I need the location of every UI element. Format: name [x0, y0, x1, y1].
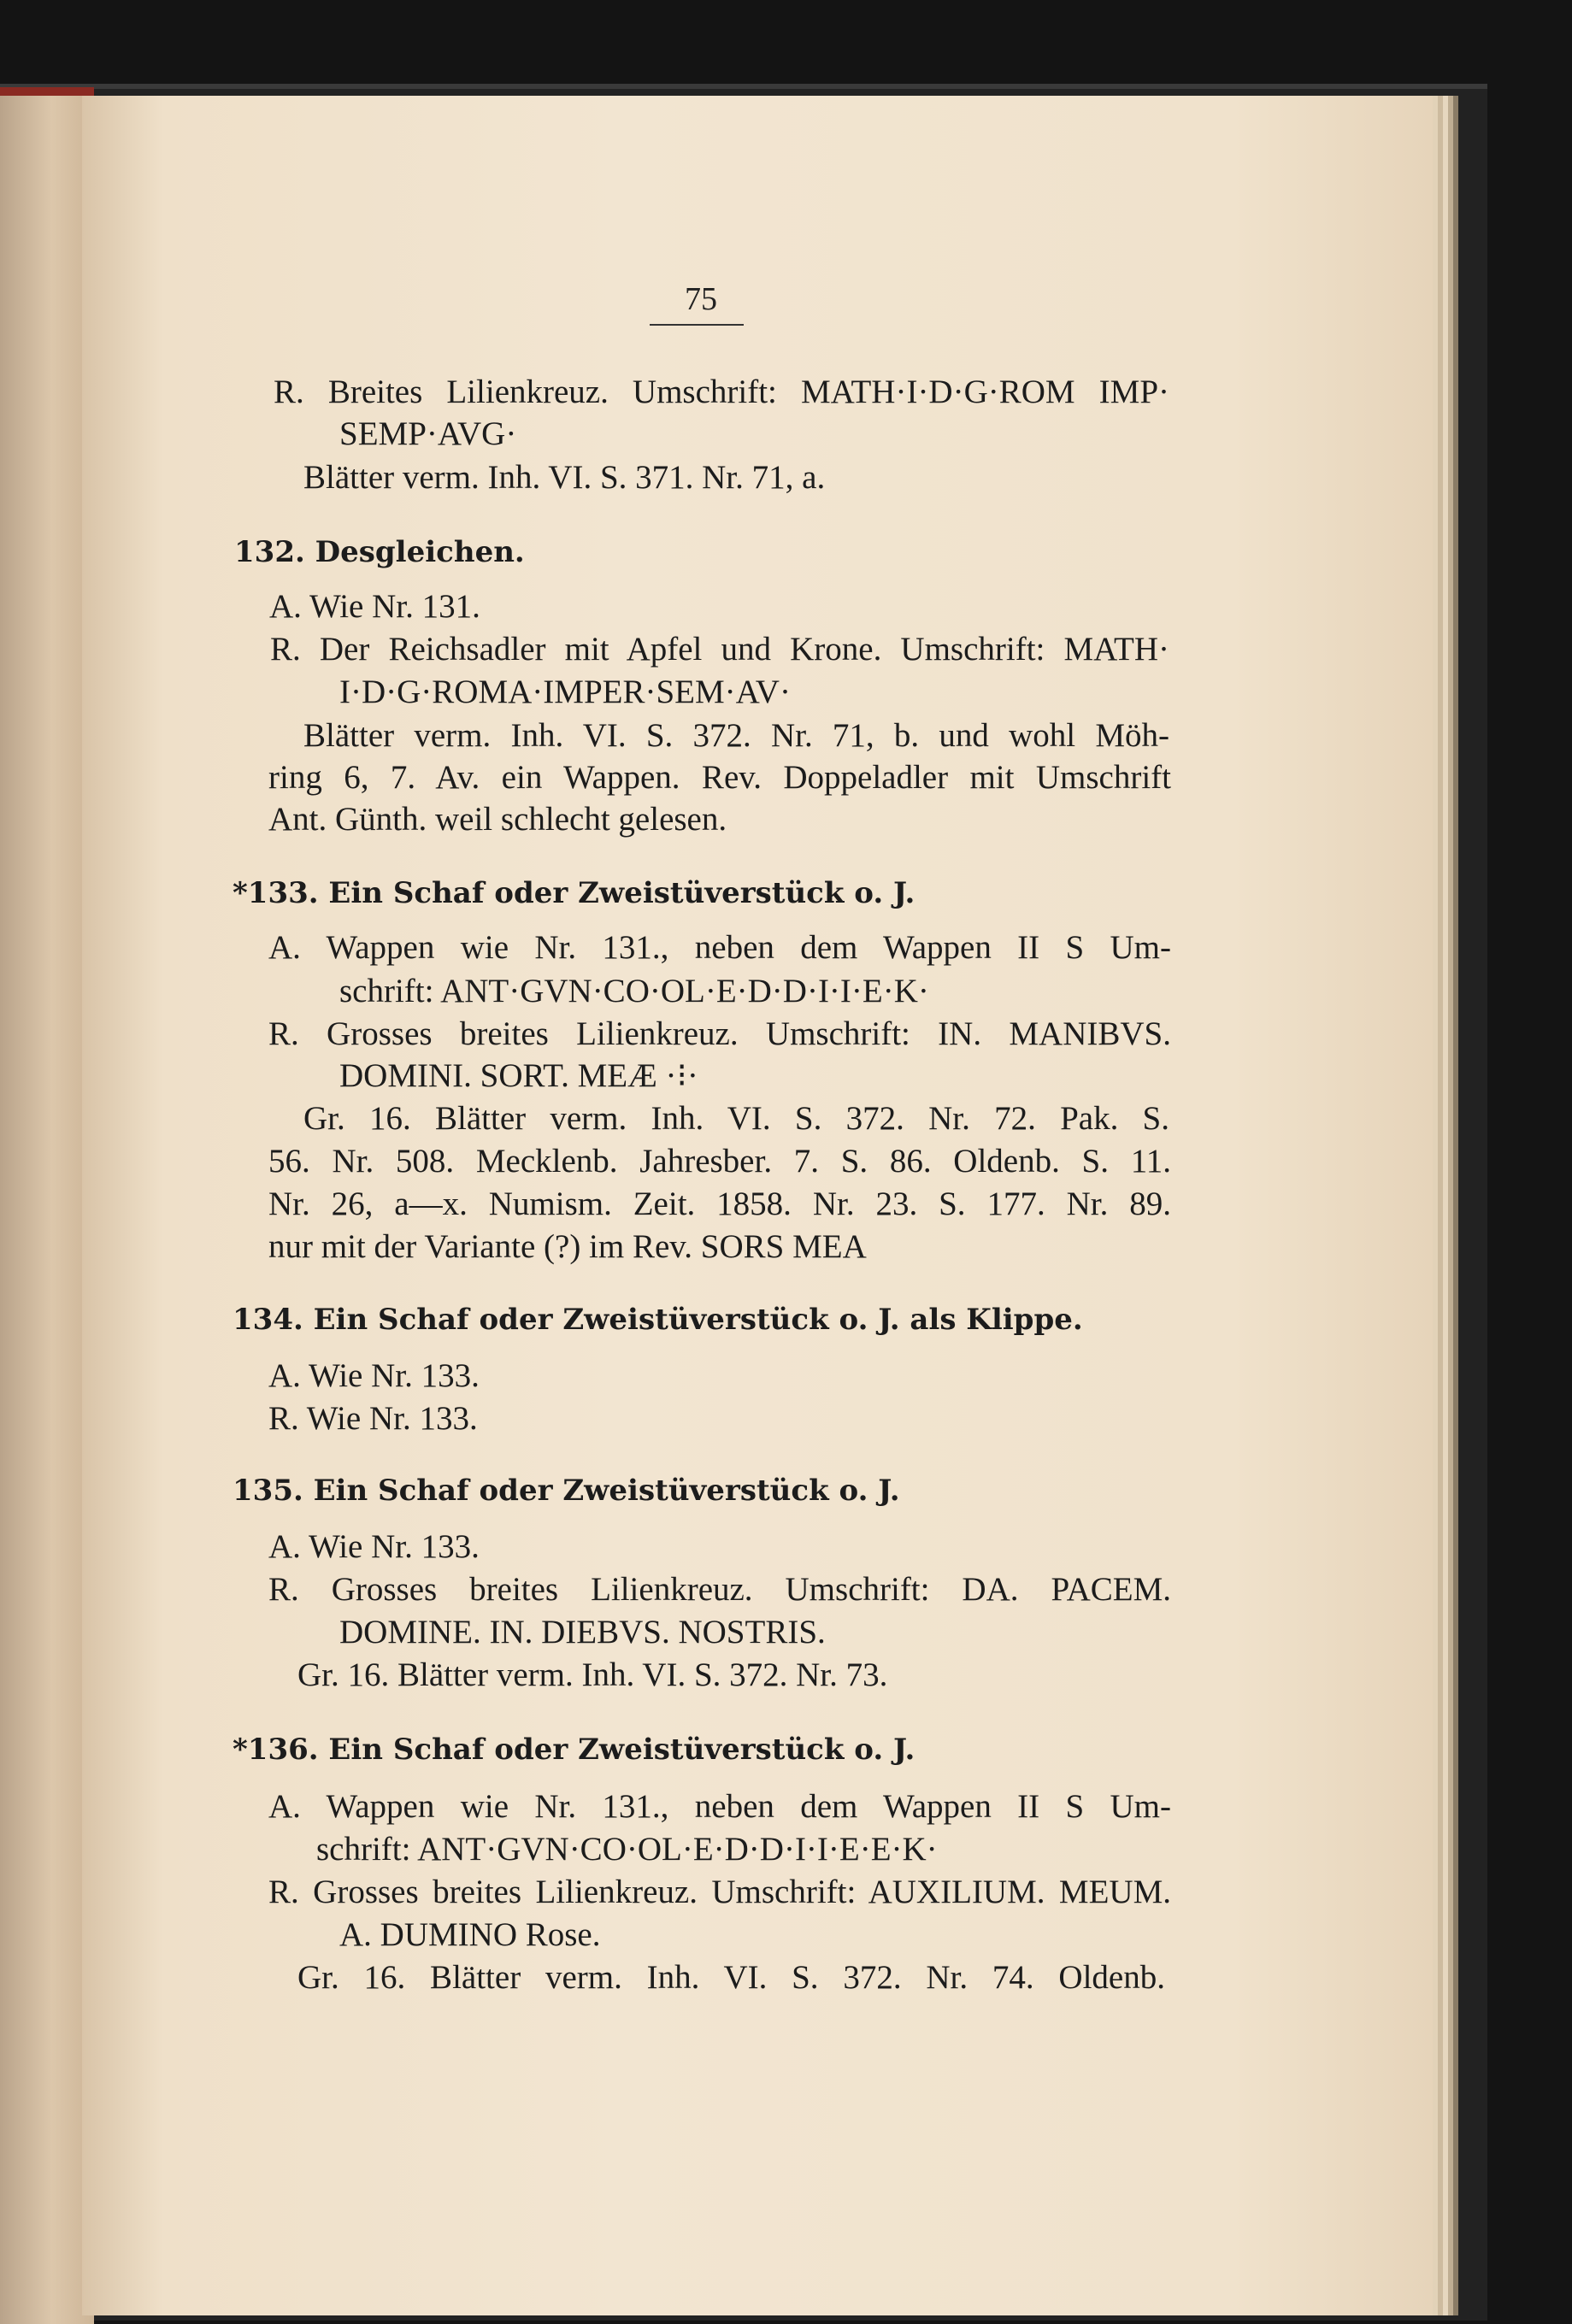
- text-line: 56. Nr. 508. Mecklenb. Jahresber. 7. S. 86. Oldenb. S. 11.: [268, 1143, 1171, 1180]
- text-line: DOMINE. IN. DIEBVS. NOSTRIS.: [339, 1614, 826, 1650]
- entry-heading: *136. Ein Schaf oder Zweistüverstück o. J.: [233, 1733, 916, 1767]
- text-line: R. Grosses breites Lilienkreuz. Umschrift: AUXILIUM. MEUM.: [268, 1874, 1171, 1910]
- text-line: R. Breites Lilienkreuz. Umschrift: MATH·I·D·G·ROM IMP·: [274, 374, 1169, 410]
- text-line: Nr. 26, a—x. Numism. Zeit. 1858. Nr. 23. S. 177. Nr. 89.: [268, 1186, 1171, 1222]
- text-line: I·D·G·ROMA·IMPER·SEM·AV·: [339, 674, 791, 710]
- text-line: nur mit der Variante (?) im Rev. SORS MEA: [268, 1228, 867, 1265]
- text-line: SEMP·AVG·: [339, 415, 517, 452]
- text-line: schrift: ANT·GVN·CO·OL·E·D·D·I·I·E·E·K·: [316, 1831, 938, 1868]
- text-line: Blätter verm. Inh. VI. S. 372. Nr. 71, b. und wohl Möh-: [303, 717, 1169, 754]
- text-line: R. Der Reichsadler mit Apfel und Krone. Umschrift: MATH·: [270, 631, 1169, 668]
- text-line: Gr. 16. Blätter verm. Inh. VI. S. 372. Nr. 74. Oldenb.: [297, 1959, 1165, 1996]
- text-line: R. Wie Nr. 133.: [268, 1400, 478, 1437]
- text-line: A. Wie Nr. 133.: [268, 1528, 480, 1565]
- text-line: ring 6, 7. Av. ein Wappen. Rev. Doppeladler mit Umschrift: [268, 759, 1171, 796]
- text-line: DOMINI. SORT. MEÆ ·⁝·: [339, 1057, 698, 1094]
- text-line: A. Wie Nr. 131.: [269, 588, 480, 625]
- page-number: 75: [685, 281, 717, 317]
- text-line: Blätter verm. Inh. VI. S. 371. Nr. 71, a.: [303, 459, 826, 496]
- entry-heading: *133. Ein Schaf oder Zweistüverstück o. J.: [233, 876, 916, 910]
- entry-heading: 132. Desgleichen.: [234, 535, 525, 569]
- text-line: A. Wie Nr. 133.: [268, 1357, 480, 1394]
- text-line: R. Grosses breites Lilienkreuz. Umschrift: DA. PACEM.: [268, 1571, 1171, 1608]
- text-line: R. Grosses breites Lilienkreuz. Umschrift: IN. MANIBVS.: [268, 1015, 1171, 1052]
- text-line: Gr. 16. Blätter verm. Inh. VI. S. 372. Nr. 72. Pak. S.: [303, 1100, 1169, 1137]
- text-line: Ant. Günth. weil schlecht gelesen.: [268, 801, 727, 838]
- text-line: Gr. 16. Blätter verm. Inh. VI. S. 372. Nr. 73.: [297, 1656, 888, 1693]
- text-line: A. Wappen wie Nr. 131., neben dem Wappen II S Um-: [268, 1788, 1171, 1825]
- entry-heading: 135. Ein Schaf oder Zweistüverstück o. J.: [233, 1474, 900, 1508]
- entry-heading: 134. Ein Schaf oder Zweistüverstück o. J. als Klippe.: [233, 1303, 1083, 1337]
- text-line: schrift: ANT·GVN·CO·OL·E·D·D·I·I·E·K·: [339, 973, 929, 1009]
- text-line: A. DUMINO Rose.: [339, 1916, 601, 1953]
- text-line: A. Wappen wie Nr. 131., neben dem Wappen II S Um-: [268, 929, 1171, 966]
